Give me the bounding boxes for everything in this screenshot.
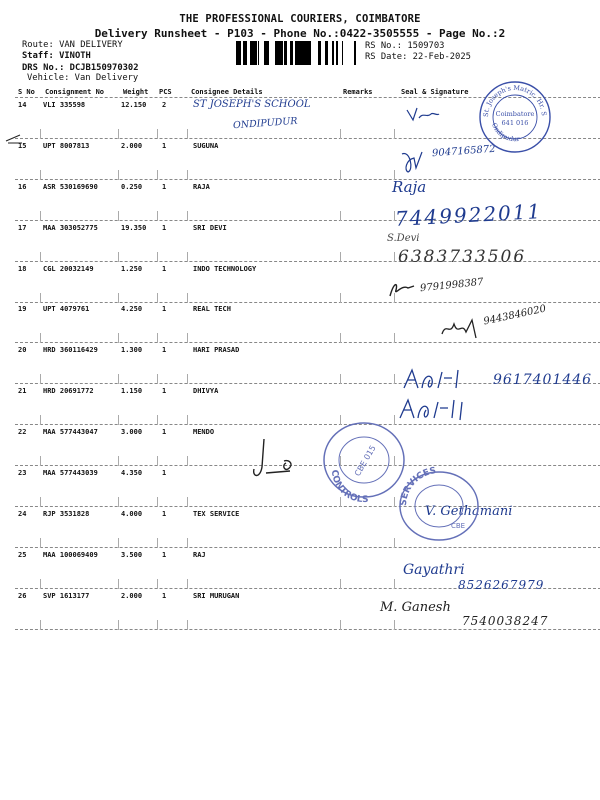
barcode-bar [243, 41, 246, 65]
barcode-bar [325, 41, 328, 65]
cell-sno: 14 [18, 101, 27, 109]
column-tick [187, 333, 188, 343]
hw-signature-24: V. Gethamani [425, 504, 513, 519]
column-tick [157, 415, 158, 425]
barcode-bar [303, 41, 304, 65]
column-tick [394, 374, 395, 384]
hw-phone-17b: 6383733506 [398, 247, 527, 267]
cell-weight: 1.150 [121, 387, 143, 395]
column-tick [40, 374, 41, 384]
cell-consignment: ASR 530169690 [43, 183, 98, 191]
svg-text:CONTROLS [329, 469, 369, 505]
column-tick [40, 129, 41, 139]
cell-sno: 22 [18, 428, 27, 436]
hw-school-line2: ONDIPUDUR [232, 115, 298, 132]
cell-consignment: MAA 577443039 [43, 469, 98, 477]
cell-pcs: 1 [162, 469, 167, 477]
cell-consignee: RAJA [193, 183, 210, 191]
col-sno: S No [18, 88, 35, 96]
row-divider [15, 302, 600, 303]
barcode-bar [307, 41, 309, 65]
cell-sno: 21 [18, 387, 27, 395]
cell-weight: 19.350 [121, 224, 147, 232]
column-tick [340, 620, 341, 630]
cell-consignee: HARI PRASAD [193, 346, 240, 354]
services-stamp [396, 466, 482, 546]
column-tick [187, 456, 188, 466]
cell-weight: 4.000 [121, 510, 143, 518]
column-tick [340, 333, 341, 343]
cell-consignee: SRI DEVI [193, 224, 227, 232]
cell-pcs: 1 [162, 387, 167, 395]
signature-21 [396, 396, 476, 426]
column-tick [40, 333, 41, 343]
column-tick [40, 170, 41, 180]
column-tick [394, 252, 395, 262]
column-tick [157, 129, 158, 139]
barcode-bar [297, 41, 300, 65]
cell-pcs: 1 [162, 142, 167, 150]
column-tick [118, 252, 119, 262]
col-pcs: PCS [159, 88, 172, 96]
column-tick [40, 293, 41, 303]
signature-19 [440, 316, 484, 343]
col-consignment: Consignment No [45, 88, 105, 96]
controls-inner-text: CBE 015 [352, 443, 378, 478]
hw-signature-25: Gayathri [403, 562, 465, 578]
barcode-bar [267, 41, 269, 65]
column-tick [118, 129, 119, 139]
column-tick [187, 129, 188, 139]
column-tick [40, 211, 41, 221]
signature-14 [403, 104, 443, 127]
column-tick [157, 497, 158, 507]
column-tick [118, 620, 119, 630]
signature-15 [398, 148, 434, 179]
column-tick [157, 211, 158, 221]
cell-consignment: UPT 4079761 [43, 305, 90, 313]
controls-stamp [318, 420, 408, 506]
column-tick [157, 333, 158, 343]
cell-sno: 19 [18, 305, 27, 313]
hw-phone-19: 9443846020 [482, 303, 548, 328]
rs-date: RS Date: 22-Feb-2025 [365, 52, 471, 62]
barcode [236, 41, 357, 65]
hw-phone-25: 8526267979 [458, 578, 545, 592]
column-tick [340, 129, 341, 139]
cell-consignee: MENDO [193, 428, 215, 436]
barcode-bar [277, 41, 280, 65]
row-divider [15, 179, 600, 180]
barcode-bar [342, 41, 343, 65]
hw-signature-26: M. Ganesh [380, 600, 451, 615]
company-name: THE PROFESSIONAL COURIERS, COIMBATORE [179, 13, 421, 25]
column-tick [394, 129, 395, 139]
barcode-bar [240, 41, 241, 65]
barcode-bar [284, 41, 287, 65]
row-divider [15, 342, 600, 343]
column-tick [118, 170, 119, 180]
hw-signature-17: S.Devi [387, 233, 420, 244]
hw-signature-16: Raja [392, 178, 427, 196]
cell-consignment: UPT 8007813 [43, 142, 90, 150]
hw-phone-18: 9791998387 [419, 276, 485, 295]
barcode-bar [290, 41, 293, 65]
col-weight: Weight [123, 88, 149, 96]
column-tick [340, 374, 341, 384]
col-seal: Seal & Signature [401, 88, 469, 96]
barcode-bar [275, 41, 277, 65]
cell-consignment: SVP 1613177 [43, 592, 90, 600]
column-tick [394, 333, 395, 343]
cell-consignment: HRD 20691772 [43, 387, 94, 395]
hw-school-line1: ST JOSEPH'S SCHOOL [193, 99, 311, 110]
column-tick [157, 456, 158, 466]
column-tick [187, 620, 188, 630]
cell-pcs: 1 [162, 224, 167, 232]
column-tick [40, 579, 41, 589]
barcode-bar [255, 41, 257, 65]
cell-consignee: REAL TECH [193, 305, 231, 313]
school-seal-pin: 641 016 [501, 119, 529, 127]
barcode-bar [236, 41, 238, 65]
cell-consignee: RAJ [193, 551, 206, 559]
barcode-bar [318, 41, 321, 65]
column-tick [157, 374, 158, 384]
cell-consignee: DHIVYA [193, 387, 219, 395]
cell-pcs: 1 [162, 551, 167, 559]
column-tick [394, 620, 395, 630]
barcode-bar [304, 41, 307, 65]
cell-consignment: RJP 3531828 [43, 510, 90, 518]
barcode-bar [252, 41, 255, 65]
cell-sno: 24 [18, 510, 27, 518]
cell-pcs: 1 [162, 305, 167, 313]
cell-weight: 2.000 [121, 142, 143, 150]
cell-weight: 12.150 [121, 101, 147, 109]
cell-sno: 20 [18, 346, 27, 354]
staff-label: Staff: VINOTH [22, 51, 91, 61]
column-tick [187, 579, 188, 589]
column-tick [157, 620, 158, 630]
column-tick [40, 456, 41, 466]
barcode-bar [238, 41, 240, 65]
route-label: Route: VAN DELIVERY [22, 40, 123, 50]
cell-weight: 1.250 [121, 265, 143, 273]
column-tick [187, 170, 188, 180]
cell-consignee: TEX SERVICE [193, 510, 240, 518]
cell-sno: 16 [18, 183, 27, 191]
column-tick [118, 456, 119, 466]
row-divider [15, 424, 600, 425]
column-tick [340, 293, 341, 303]
column-tick [118, 374, 119, 384]
cell-weight: 3.500 [121, 551, 143, 559]
cell-sno: 17 [18, 224, 27, 232]
column-tick [340, 538, 341, 548]
cell-consignee: INDO TECHNOLOGY [193, 265, 257, 273]
barcode-bar [295, 41, 297, 65]
cell-consignment: MAA 303052775 [43, 224, 98, 232]
column-tick [157, 293, 158, 303]
signature-18 [386, 278, 416, 303]
barcode-bar [337, 41, 338, 65]
cell-pcs: 2 [162, 101, 167, 109]
barcode-bar [280, 41, 283, 65]
rs-number: RS No.: 1509703 [365, 41, 445, 51]
column-tick [40, 538, 41, 548]
cell-consignment: CGL 20032149 [43, 265, 94, 273]
cell-sno: 26 [18, 592, 27, 600]
hw-phone-17a: 7449922011 [394, 199, 543, 231]
cell-weight: 4.350 [121, 469, 143, 477]
cell-weight: 3.000 [121, 428, 143, 436]
cell-weight: 2.000 [121, 592, 143, 600]
barcode-bar [266, 41, 267, 65]
column-tick [118, 333, 119, 343]
barcode-bar [309, 41, 311, 65]
column-tick [40, 620, 41, 630]
col-remarks: Remarks [343, 88, 373, 96]
column-tick [157, 538, 158, 548]
cell-pcs: 1 [162, 592, 167, 600]
column-tick [340, 211, 341, 221]
column-tick [187, 538, 188, 548]
column-tick [187, 211, 188, 221]
school-seal-place: Coimbatore [495, 110, 535, 118]
column-tick [394, 538, 395, 548]
services-arc-text: SERVICES [398, 466, 437, 507]
school-seal-outer-text: St. Joseph's Matric. Hr. Sec. School [475, 74, 549, 118]
column-tick [118, 538, 119, 548]
column-tick [157, 170, 158, 180]
cell-sno: 18 [18, 265, 27, 273]
column-tick [118, 293, 119, 303]
column-tick [118, 211, 119, 221]
signature-22 [250, 437, 300, 487]
column-tick [340, 252, 341, 262]
cell-consignee: SRI MURUGAN [193, 592, 240, 600]
hw-phone-20: 9617401446 [493, 372, 593, 388]
column-tick [157, 252, 158, 262]
runsheet-title: Delivery Runsheet - P103 - Phone No.:0422-3505555 - Page No.:2 [94, 27, 506, 40]
column-tick [340, 170, 341, 180]
cell-weight: 1.300 [121, 346, 143, 354]
services-inner-text: CBE [450, 522, 466, 530]
column-tick [187, 497, 188, 507]
row-divider [15, 547, 600, 548]
cell-consignment: VLI 335598 [43, 101, 86, 109]
school-seal-stamp [475, 74, 552, 158]
barcode-bar [300, 41, 303, 65]
cell-consignment: HRD 360116429 [43, 346, 98, 354]
controls-arc-text: CONTROLS [328, 469, 369, 506]
column-tick [187, 252, 188, 262]
column-tick [40, 415, 41, 425]
barcode-bar [354, 41, 356, 65]
cell-consignment: MAA 100069409 [43, 551, 98, 559]
drs-number: DRS No.: DCJB150970302 [22, 63, 139, 73]
row-divider [15, 629, 600, 630]
row-divider [15, 465, 600, 466]
column-tick [187, 374, 188, 384]
column-tick [40, 497, 41, 507]
column-tick [118, 415, 119, 425]
barcode-bar [246, 41, 247, 65]
column-tick [40, 252, 41, 262]
cell-pcs: 1 [162, 346, 167, 354]
school-seal-bottom: Ondipudur [490, 121, 521, 144]
barcode-bar [264, 41, 266, 65]
signature-20 [400, 366, 470, 396]
cell-pcs: 1 [162, 510, 167, 518]
column-tick [187, 293, 188, 303]
cell-sno: 23 [18, 469, 27, 477]
barcode-bar [336, 41, 337, 65]
cell-weight: 0.250 [121, 183, 143, 191]
cell-pcs: 1 [162, 428, 167, 436]
col-consignee: Consignee Details [191, 88, 263, 96]
cell-pcs: 1 [162, 183, 167, 191]
barcode-bar [250, 41, 252, 65]
cell-pcs: 1 [162, 265, 167, 273]
column-tick [118, 579, 119, 589]
hw-phone-15: 9047165872 [431, 143, 496, 160]
barcode-bar [258, 41, 259, 65]
cell-weight: 4.250 [121, 305, 143, 313]
cell-consignee: SUGUNA [193, 142, 219, 150]
hw-phone-26: 7540038247 [462, 614, 549, 628]
column-tick [394, 579, 395, 589]
cell-sno: 15 [18, 142, 27, 150]
column-tick [187, 415, 188, 425]
column-tick [157, 579, 158, 589]
column-tick [118, 497, 119, 507]
cell-consignment: MAA 577443047 [43, 428, 98, 436]
barcode-bar [332, 41, 334, 65]
cell-sno: 25 [18, 551, 27, 559]
column-tick [340, 579, 341, 589]
margin-pen-mark [4, 130, 27, 150]
vehicle-label: Vehicle: Van Delivery [27, 73, 139, 83]
